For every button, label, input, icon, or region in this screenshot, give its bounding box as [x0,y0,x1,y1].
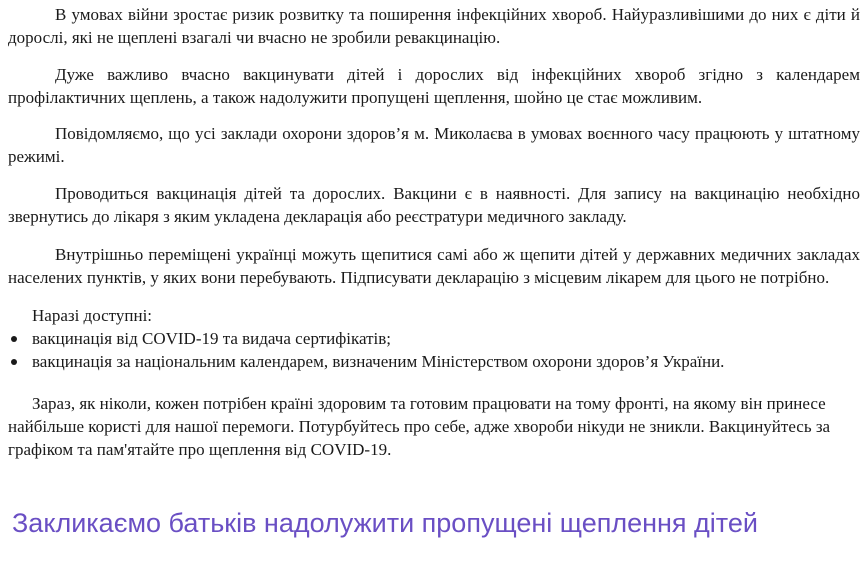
list-item-text: вакцинація від COVID-19 та видача сертифікатів; [32,329,391,348]
available-services-list [8,327,860,373]
paragraph-vaccination-booking: Проводиться вакцинація дітей та дорослих. Вакцини є в наявності. Для запису на вакцинацію необхідно звернутись до лікаря з яким укладена декларація або реєстратури медичного закладу. [8,184,860,226]
paragraph-vaccinate-on-time: Дуже важливо вчасно вакцинувати дітей і дорослих від інфекційних хвороб згідно з календарем профілактичних щеплень, а також надолужити пропущені щеплення, шойно це стає можливим. [8,65,860,107]
paragraph-infection-risk: В умовах війни зростає ризик розвитку та поширення інфекційних хвороб. Найуразливішими до них є діти й дорослі, які не щеплені взагалі чи вчасно не зробили ревакцинацію. [8,5,860,47]
bullet-icon [11,336,17,342]
headline: Закликаємо батьків надолужити пропущені щеплення дітей [12,508,758,538]
list-item [8,350,860,373]
paragraph-displaced-persons: Внутрішньо переміщені українці можуть щепитися самі або ж щепити дітей у державних медичних закладах населених пунктів, у яких вони перебувають. Підписувати декларацію з місцевим лікарем для цього не потрібно. [8,245,860,287]
list-item [8,327,860,350]
list-item-text: вакцинація за національним календарем, визначеним Міністерством охорони здоров’я України. [32,352,725,371]
article-body [8,0,860,461]
bullet-icon [11,359,17,365]
paragraph-clinics-working: Повідомляємо, що усі заклади охорони здоров’я м. Миколаєва в умовах воєнного часу працюють у штатному режимі. [8,124,860,166]
paragraph-closing-appeal: Зараз, як ніколи, кожен потрібен країні здоровим та готовим працювати на тому фронті, на якому він принесе найбільше користі для нашої перемоги. Потурбуйтесь про себе, адже хвороби нікуди не зникли. Вакцинуйтесь за графіком та пам'ятайте про щеплення від COVID-19. [8,394,831,459]
available-services-label: Наразі доступні: [32,306,153,325]
